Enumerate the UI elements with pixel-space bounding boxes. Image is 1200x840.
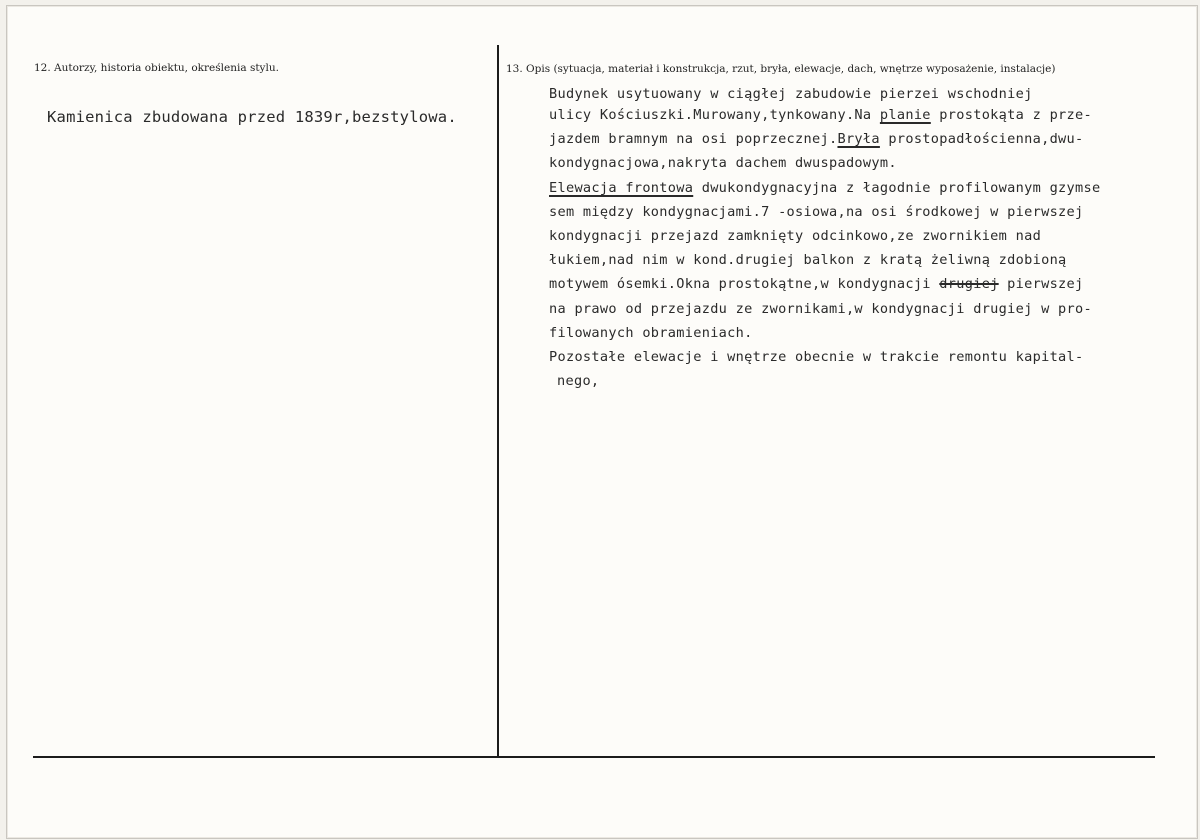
line-text: prostopadłościenna,dwu- xyxy=(879,131,1084,148)
struck-word: drugiej xyxy=(939,276,999,293)
line-text: ulicy Kościuszki.Murowany,tynkowany.Na xyxy=(549,107,880,123)
section-13-label: 13. Opis (sytuacja, materiał i konstrukcja, rzut, bryła, elewacje, dach, wnętrze wyposażenie, instalacje) xyxy=(506,63,1056,75)
description-line xyxy=(549,151,1194,175)
line-text: kondygnacji przejazd zamknięty odcinkowo,ze zwornikiem nad xyxy=(549,227,1042,244)
line-text: sem między kondygnacjami.7 -osiowa,na osi środkowej w pierwszej xyxy=(549,203,1084,220)
line-text: prostokąta z prze- xyxy=(930,107,1092,123)
description-line xyxy=(549,345,1194,369)
line-text: Pozostałe elewacje i wnętrze obecnie w trakcie remontu kapital- xyxy=(549,348,1084,365)
horizontal-divider xyxy=(33,756,1155,758)
description-line xyxy=(549,127,1194,151)
description-line xyxy=(549,103,1194,127)
line-text: na prawo od przejazdu ze zwornikami,w kondygnacji drugiej w pro- xyxy=(549,300,1092,317)
line-text: łukiem,nad nim w kond.drugiej balkon z kratą żeliwną zdobioną xyxy=(549,252,1067,269)
description-line xyxy=(549,248,1194,272)
line-text: motywem ósemki.Okna prostokątne,w kondygnacji xyxy=(549,276,940,293)
vertical-divider xyxy=(497,45,499,758)
underlined-word: Elewacja frontowa xyxy=(549,179,694,196)
description-line xyxy=(549,224,1194,248)
section-12-text: Kamienica zbudowana przed 1839r,bezstylowa. xyxy=(47,108,457,126)
line-text: kondygnacjowa,nakryta dachem dwuspadowym. xyxy=(549,155,897,172)
line-text: pierwszej xyxy=(998,276,1084,293)
underlined-word: planie xyxy=(879,107,931,123)
line-text: filowanych obramieniach. xyxy=(549,324,753,341)
description-line xyxy=(549,297,1194,321)
description-line xyxy=(549,176,1194,200)
line-text: Budynek usytuowany w ciągłej zabudowie pierzei wschodniej xyxy=(549,86,1033,102)
line-text: dwukondygnacyjna z łagodnie profilowanym gzymse xyxy=(693,179,1101,196)
section-12-label: 12. Autorzy, historia obiektu, określenia stylu. xyxy=(34,62,279,74)
description-line xyxy=(549,321,1194,345)
description-line xyxy=(549,272,1194,296)
underlined-word: Bryła xyxy=(837,131,880,148)
description-line xyxy=(549,200,1194,224)
description-line xyxy=(549,369,1194,393)
line-text: nego, xyxy=(557,373,600,390)
section-13-description xyxy=(549,86,1194,393)
line-text: jazdem bramnym na osi poprzecznej. xyxy=(549,131,838,148)
description-line xyxy=(549,86,1194,103)
